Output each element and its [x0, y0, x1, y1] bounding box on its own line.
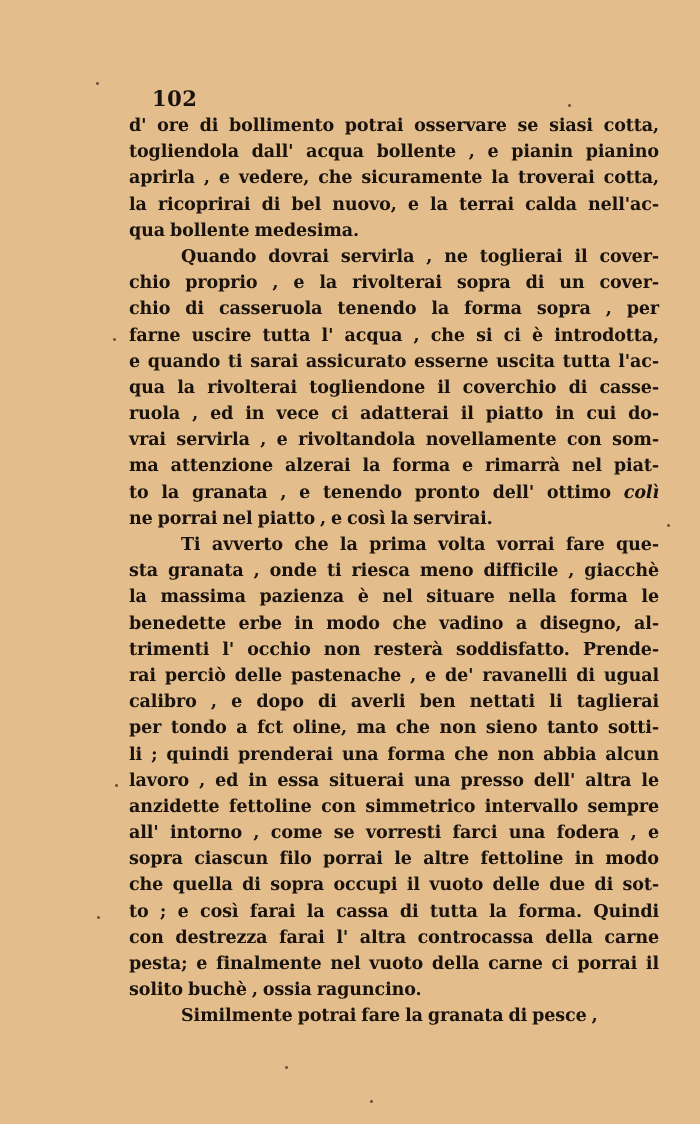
text-line: chio di casseruola tenendo la forma sopra , per: [129, 299, 659, 320]
text-line: pesta; e finalmente nel vuoto della carne ci porrai il: [129, 954, 659, 974]
text-line: ne porrai nel piatto , e così la servirai.: [129, 508, 493, 529]
text-line: ma attenzione alzerai la forma e rimarrà nel piat-: [129, 456, 659, 477]
text-line: Ti avverto che la prima volta vorrai fare que-: [181, 535, 659, 555]
text-line: all' intorno , come se vorresti farci una fodera , e: [129, 823, 659, 844]
text-line: calibro , e dopo di averli ben nettati li taglierai: [129, 692, 659, 713]
print-speck: [667, 524, 670, 527]
text-line: per tondo a fct oline, ma che non sieno tanto sotti-: [129, 718, 659, 739]
print-speck: [113, 338, 116, 341]
text-line: qua la rivolterai togliendone il coverchio di casse-: [129, 377, 659, 398]
page-number: 102: [152, 86, 198, 111]
text-line: to ; e così farai la cassa di tutta la forma. Quindi: [129, 901, 659, 922]
text-line: qua bollente medesima.: [129, 220, 360, 241]
text-line: sta granata , onde ti riesca meno difficile , giacchè: [129, 561, 659, 582]
print-speck: [568, 104, 571, 107]
text-line: Similmente potrai fare la granata di pesce ,: [181, 1006, 598, 1027]
text-line: anzidette fettoline con simmetrico intervallo sempre: [129, 796, 659, 817]
text-line: che quella di sopra occupi il vuoto delle due di sot-: [129, 875, 659, 896]
print-speck: [115, 784, 118, 787]
text-line: farne uscire tutta l' acqua , che si ci è introdotta,: [129, 325, 659, 346]
text-line: vrai servirla , e rivoltandola novellamente con som-: [129, 430, 659, 451]
text-line: benedette erbe in modo che vadino a disegno, al-: [129, 613, 659, 634]
text-line: solito buchè , ossia raguncino.: [129, 980, 422, 1001]
text-line: sopra ciascun filo porrai le altre fettoline in modo: [129, 849, 659, 870]
text-line: Quando dovrai servirla , ne toglierai il cover-: [181, 246, 659, 267]
text-line: con destrezza farai l' altra controcassa della carne: [129, 927, 659, 948]
text-line: d' ore di bollimento potrai osservare se siasi cotta,: [129, 116, 659, 136]
text-line: la ricoprirai di bel nuovo, e la terrai calda nell'ac-: [129, 194, 659, 215]
text-line: lavoro , ed in essa situerai una presso dell' altra le: [129, 770, 659, 791]
body-text: [129, 113, 659, 1030]
print-speck: [96, 82, 99, 85]
text-line: e quando ti sarai assicurato esserne uscita tutta l'ac-: [129, 351, 659, 372]
text-line: togliendola dall' acqua bollente , e pianin pianino: [129, 142, 659, 163]
text-line: ruola , ed in vece ci adatterai il piatto in cui do-: [129, 404, 659, 425]
print-speck: [97, 916, 100, 919]
text-line: chio proprio , e la rivolterai sopra di un cover-: [129, 273, 659, 294]
print-speck: [285, 1066, 288, 1069]
text-line: li ; quindi prenderai una forma che non abbia alcun: [129, 744, 659, 765]
text-line: aprirla , e vedere, che sicuramente la troverai cotta,: [129, 168, 659, 189]
text-line: trimenti l' occhio non resterà soddisfatto. Prende-: [129, 639, 659, 660]
text-line: to la granata , e tenendo pronto dell' ottimo colì: [129, 482, 659, 503]
print-speck: [370, 1100, 373, 1103]
text-line: rai perciò delle pastenache , e de' ravanelli di ugual: [129, 665, 659, 686]
text-line: la massima pazienza è nel situare nella forma le: [129, 587, 659, 608]
